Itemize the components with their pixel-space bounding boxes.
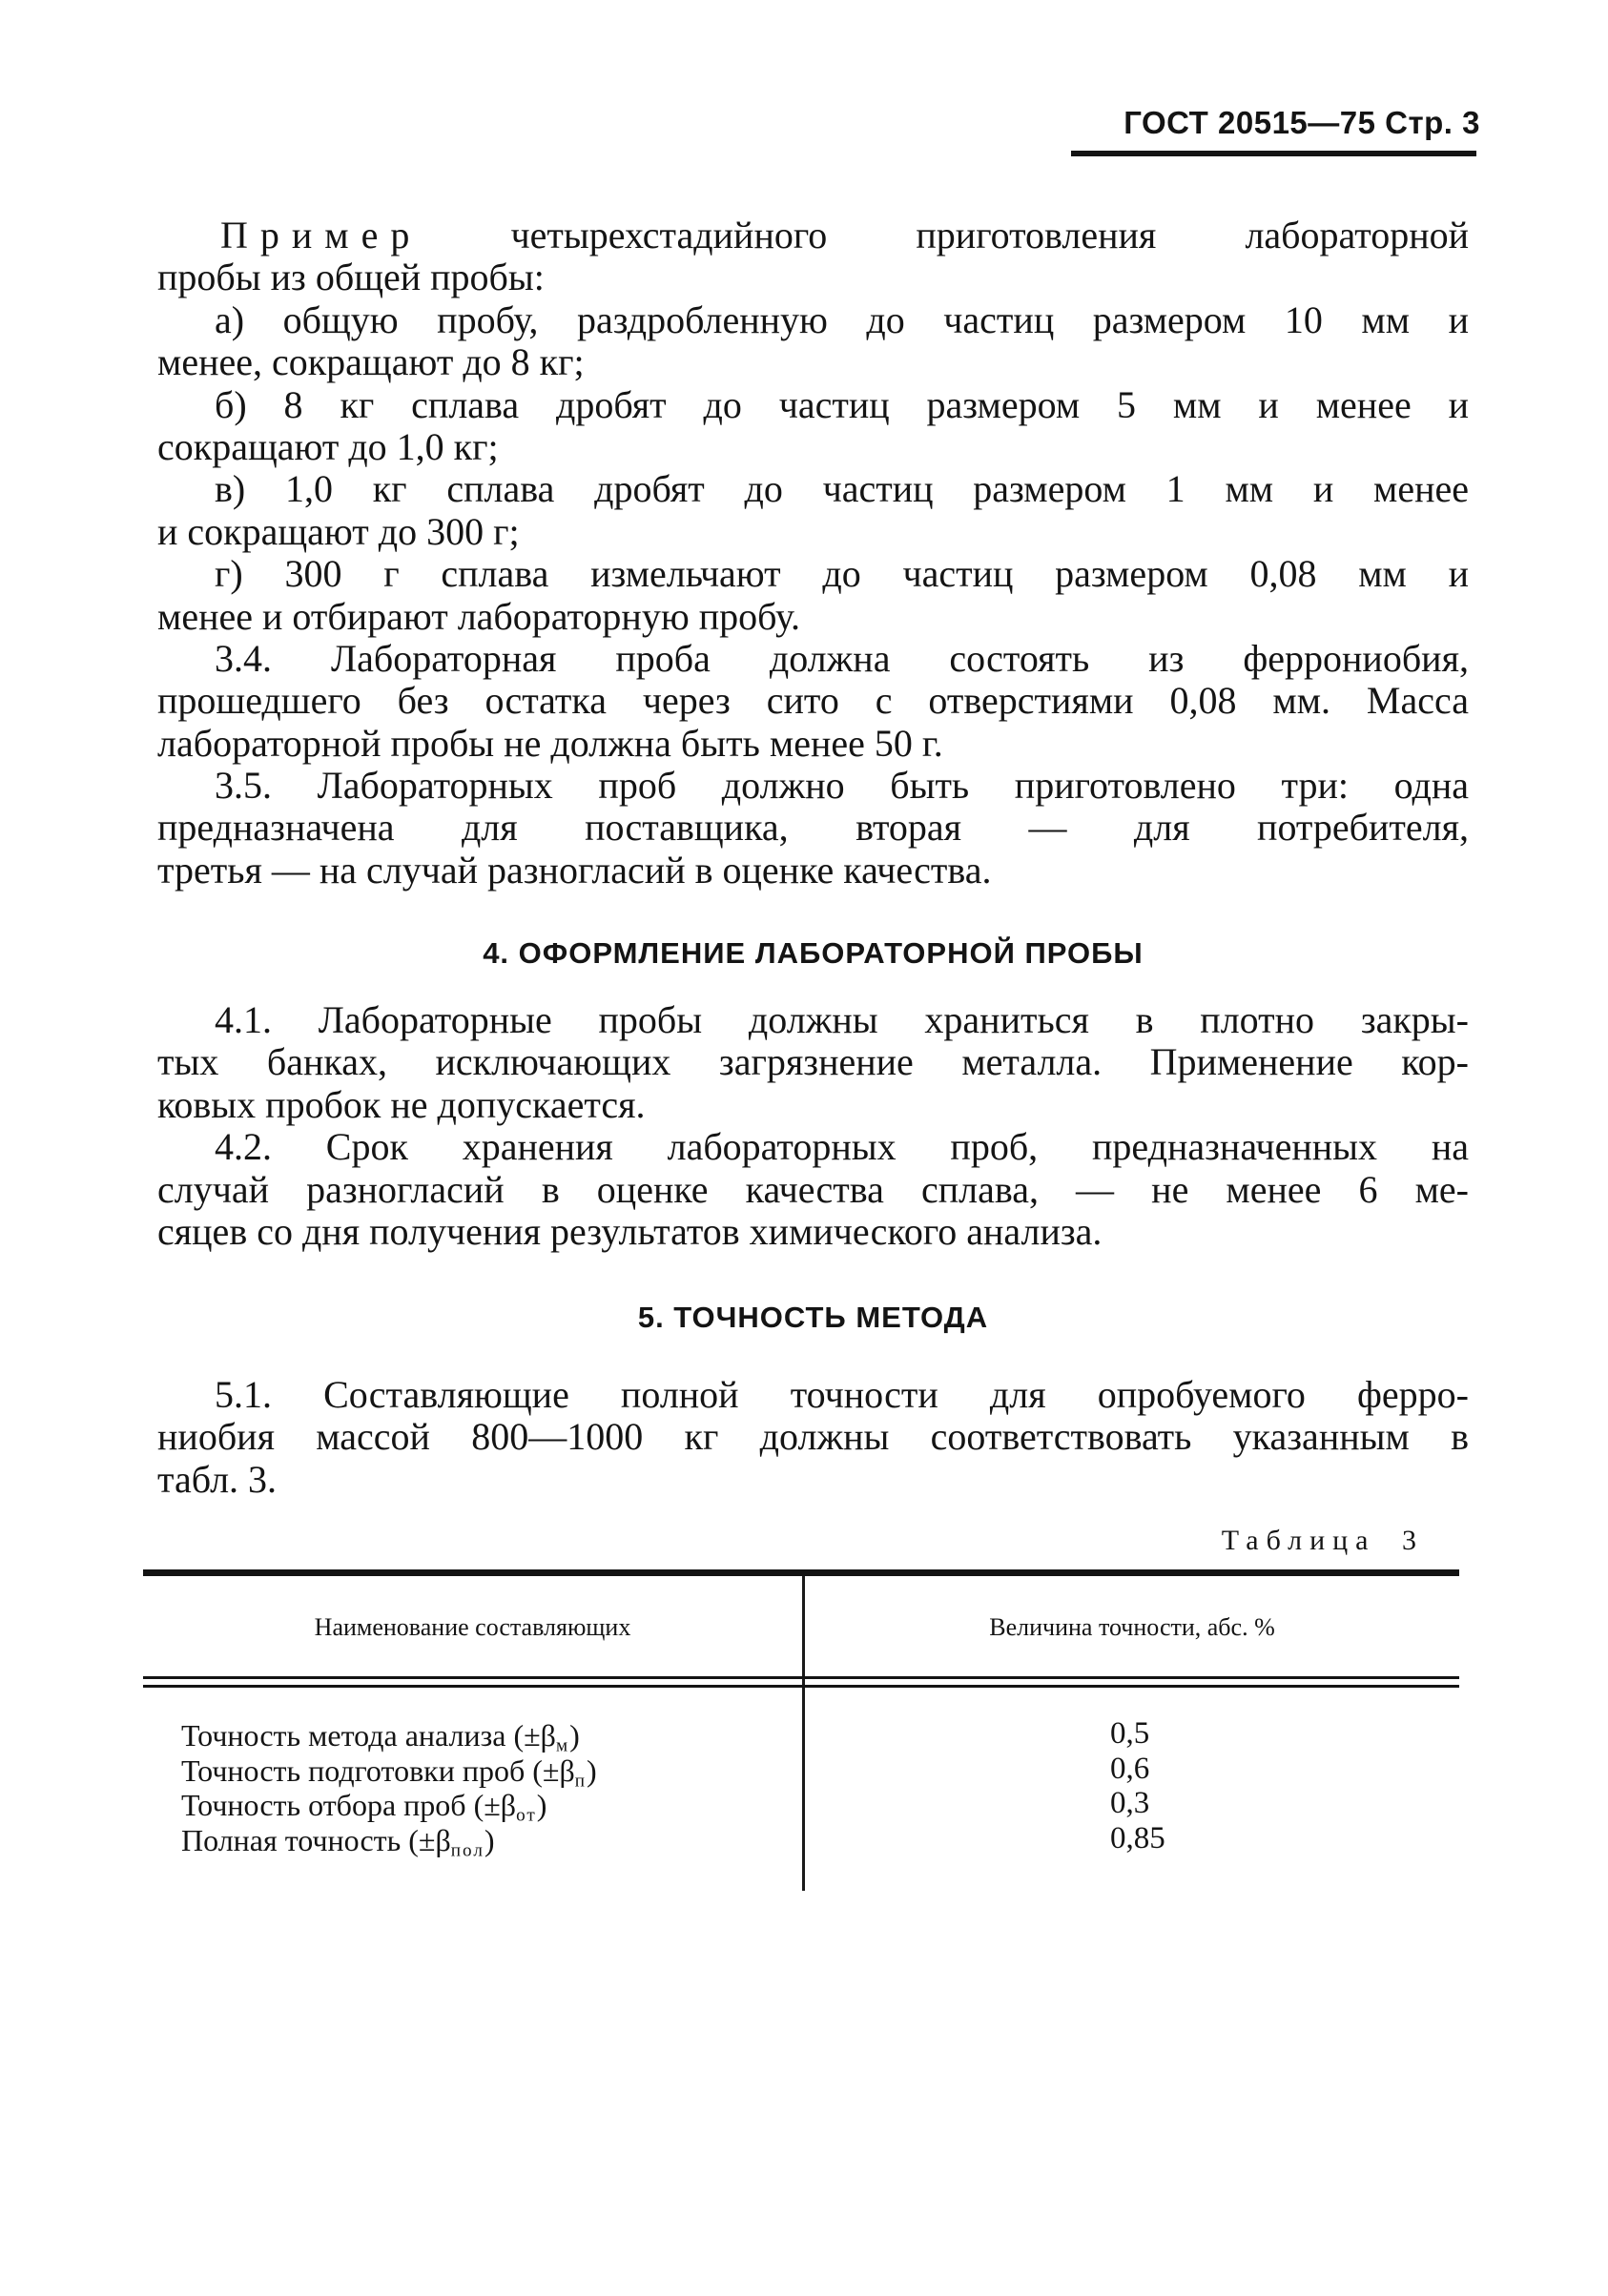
table-row-labels <box>181 1718 792 1860</box>
table-header-precision: Величина точности, абс. % <box>989 1613 1275 1641</box>
text-line: в) 1,0 кг сплава дробят до частиц размером 1 мм и менее <box>215 467 1469 511</box>
beta-subscript: от <box>516 1805 537 1826</box>
section-4-heading: 4. ОФОРМЛЕНИЕ ЛАБОРАТОРНОЙ ПРОБЫ <box>483 936 1144 970</box>
row-label: Полная точность (±β <box>181 1822 451 1857</box>
text-line: прошедшего без остатка через сито с отверстиями 0,08 мм. Масса <box>157 679 1469 723</box>
text-line: табл. 3. <box>157 1457 278 1501</box>
text-line: г) 300 г сплава измельчают до частиц размером 0,08 мм и <box>215 552 1469 596</box>
section-5-text <box>157 1374 1469 1501</box>
table-row <box>181 1753 792 1789</box>
section-4-text <box>157 999 1469 1253</box>
text-line: ковых пробок не допускается. <box>157 1082 646 1126</box>
text-line: сяцев со дня получения результатов химического анализа. <box>157 1209 1103 1253</box>
text-line: б) 8 кг сплава дробят до частиц размером 5 мм и менее и <box>215 382 1469 426</box>
text-line: 3.4. Лабораторная проба должна состоять из феррониобия, <box>215 636 1469 680</box>
text-line: ниобия массой 800—1000 кг должны соответствовать указанным в <box>157 1415 1469 1459</box>
text-line: сокращают до 1,0 кг; <box>157 424 499 468</box>
text-line: 4.1. Лабораторные пробы должны храниться в плотно закры- <box>215 998 1469 1041</box>
text-line: случай разногласий в оценке качества сплава, — не менее 6 ме- <box>157 1167 1469 1211</box>
table-row <box>181 1718 792 1756</box>
line-rest: четырехстадийного приготовления лабораторной <box>510 214 1470 256</box>
spaced-word: Пример <box>220 214 423 256</box>
table-header-double-rule <box>143 1676 1459 1688</box>
row-label-close: ) <box>484 1822 495 1857</box>
text-line: лабораторной пробы не должна быть менее 50 г. <box>157 721 943 765</box>
section-3-text <box>157 215 1469 892</box>
row-label-close: ) <box>587 1753 597 1788</box>
text-line: а) общую пробу, раздробленную до частиц размером 10 мм и <box>215 297 1469 341</box>
text-line: менее, сокращают до 8 кг; <box>157 340 585 384</box>
page-header-title: ГОСТ 20515—75 Стр. 3 <box>1124 105 1480 140</box>
table-row <box>181 1823 792 1858</box>
row-label: Точность метода анализа (±β <box>181 1718 556 1753</box>
table-caption: Таблица 3 <box>1221 1525 1424 1556</box>
row-label-close: ) <box>536 1788 547 1822</box>
table-value: 0,5 <box>1110 1716 1150 1751</box>
row-label-close: ) <box>569 1718 580 1753</box>
beta-subscript: пол <box>450 1839 484 1860</box>
text-line: менее и отбирают лабораторную пробу. <box>157 594 800 638</box>
text-line <box>157 215 1469 256</box>
table-values <box>1110 1716 1301 1855</box>
table-value: 0,3 <box>1110 1786 1150 1820</box>
table-top-border <box>143 1569 1459 1576</box>
section-5-heading: 5. ТОЧНОСТЬ МЕТОДА <box>637 1301 989 1334</box>
table-row <box>181 1788 792 1826</box>
beta-subscript: м <box>555 1735 570 1756</box>
beta-subscript: п <box>574 1770 588 1791</box>
text-line: и сокращают до 300 г; <box>157 509 520 553</box>
table-value: 0,6 <box>1110 1751 1150 1786</box>
table-header-components: Наименование составляющих <box>314 1613 631 1641</box>
text-line: 5.1. Составляющие полной точности для опробуемого ферро- <box>215 1373 1469 1416</box>
table-value: 0,85 <box>1110 1820 1165 1855</box>
text-line: предназначена для поставщика, вторая — для потребителя, <box>157 806 1469 850</box>
text-line: 3.5. Лабораторных проб должно быть приготовлено три: одна <box>215 764 1469 808</box>
text-line: 4.2. Срок хранения лабораторных проб, предназначенных на <box>215 1125 1469 1169</box>
text-line: тых банках, исключающих загрязнение металла. Применение кор- <box>157 1040 1469 1084</box>
row-label: Точность отбора проб (±β <box>181 1788 517 1822</box>
text-line: пробы из общей пробы: <box>157 256 545 299</box>
header-underline <box>1071 151 1476 156</box>
text-line: третья — на случай разногласий в оценке качества. <box>157 848 992 892</box>
row-label: Точность подготовки проб (±β <box>181 1753 575 1788</box>
